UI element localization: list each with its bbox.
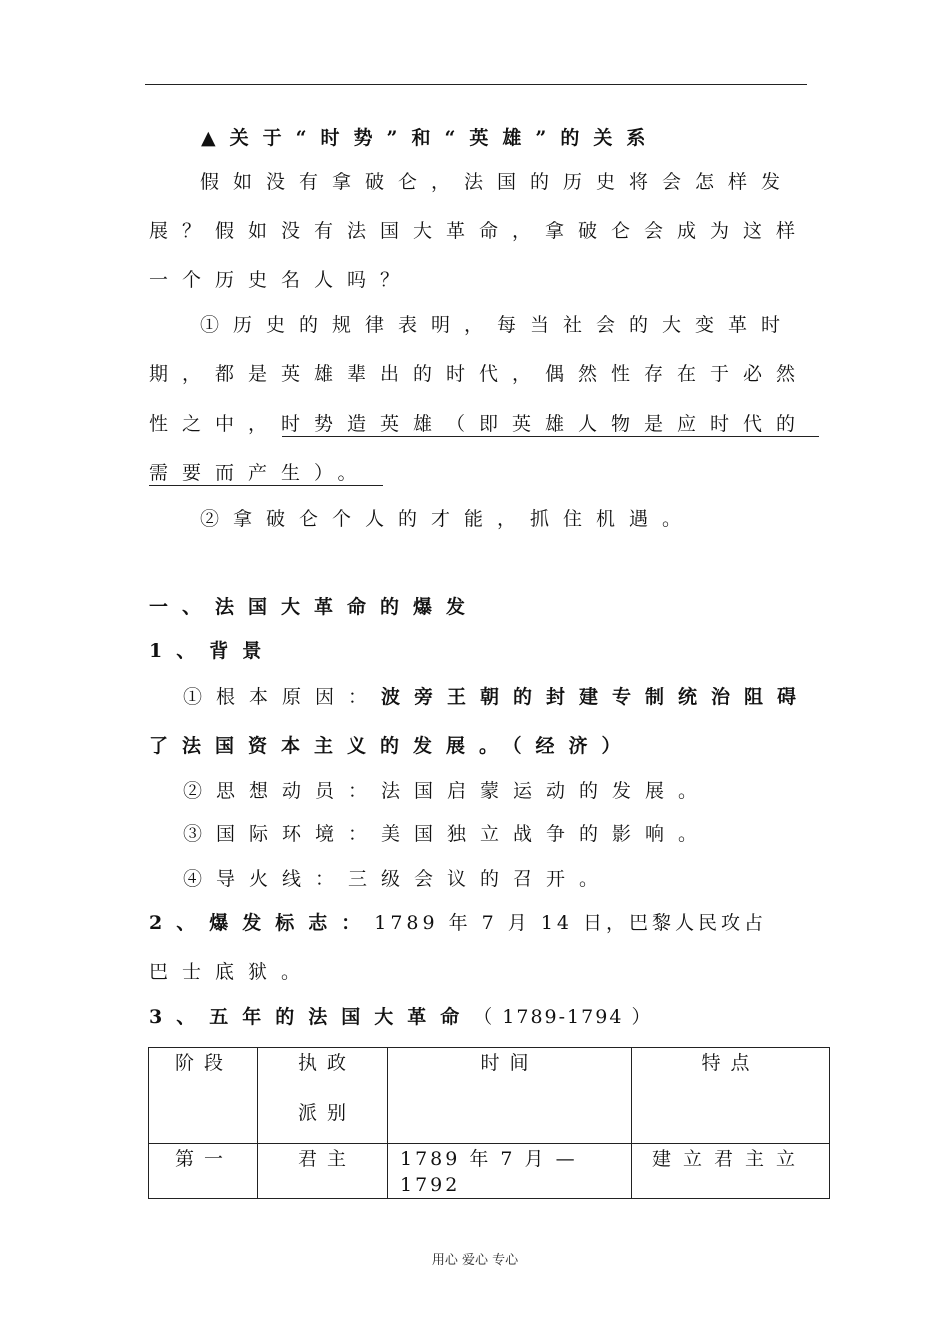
question-line-3: 一个历史名人吗？ [149,269,414,291]
cause-line-1 [183,685,810,709]
revolution-stages-table [148,1047,830,1199]
cause-line-2: 了法国资本主义的发展。（经济） [149,735,635,757]
point2-line: ②拿破仑个人的才能，抓住机遇。 [200,508,696,530]
item-3: ③国际环境：美国独立战争的影响。 [183,823,712,845]
point1-line-2: 期，都是英雄辈出的时代，偶然性存在于必然 [149,363,810,385]
point1-line-3-underlined: 时势造英雄（即英雄人物是应时代的 [281,413,810,435]
cell-faction: 君主 [258,1144,388,1199]
header-rule [145,84,807,85]
relationship-title: ▲关于“时势”和“英雄”的关系 [201,127,660,149]
cause-text-1: 波旁王朝的封建专制统治阻碍 [381,686,811,708]
underline-2 [149,485,383,486]
point1-line-1: ①历史的规律表明，每当社会的大变革时 [200,314,795,336]
outbreak-label: 2、爆发标志： [149,912,375,934]
outbreak-line-2: 巴士底狱。 [149,961,315,983]
page-footer: 用心 爱心 专心 [431,1253,519,1268]
point1-line-3 [149,412,809,436]
background-heading: 1、背景 [149,640,276,662]
header-features: 特点 [632,1048,830,1144]
header-time: 时间 [388,1048,632,1144]
five-years-heading: 3、五年的法国大革命 [149,1006,474,1028]
cause-label: ①根本原因： [183,686,382,708]
section-heading: 一、法国大革命的爆发 [149,596,480,618]
item-4: ④导火线：三级会议的召开。 [183,868,613,890]
cell-stage: 第一 [149,1144,258,1199]
header-ruling-faction: 执政 派别 [258,1048,388,1144]
table-header-row [149,1048,830,1144]
question-line-1: 假如没有拿破仑，法国的历史将会怎样发 [200,171,795,193]
outbreak-text-1: 1789 年 7 月 14 日，巴黎人民攻占 [374,912,768,934]
cell-time: 1789 年 7 月 — 1792 [388,1144,632,1199]
five-years-range: （ 1789-1794 ） [473,1006,653,1028]
cell-features: 建立君主立 [632,1144,830,1199]
question-line-2: 展？假如没有法国大革命，拿破仑会成为这样 [149,220,810,242]
point1-line-3-plain: 性之中， [149,413,282,435]
item-2: ②思想动员：法国启蒙运动的发展。 [183,780,712,802]
table-row [149,1144,830,1199]
header-stage: 阶段 [149,1048,258,1144]
underline-1 [282,436,819,437]
point1-line-4: 需要而产生）。 [149,462,371,484]
five-years-line [149,1005,652,1029]
outbreak-line-1 [149,911,767,935]
